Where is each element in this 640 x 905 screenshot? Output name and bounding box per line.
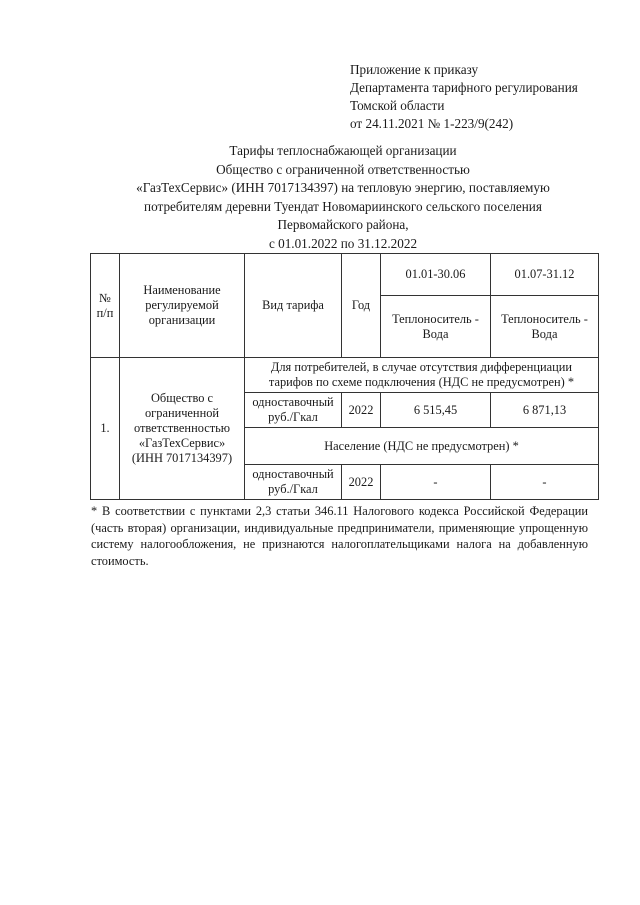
row-organization: Общество с ограниченной ответственностью «ГазТехСервис» (ИНН 7017134397) xyxy=(120,358,245,500)
appendix-line-4: от 24.11.2021 № 1-223/9(242) xyxy=(350,116,514,131)
header-organization: Наименование регулируемой организации xyxy=(120,254,245,358)
section-general-consumers: Для потребителей, в случае отсутствия дифференциации тарифов по схеме подключения (НДС не предусмотрен) * xyxy=(245,358,599,393)
tariff-year-general: 2022 xyxy=(342,393,381,428)
tariff-value-general-period-2: 6 871,13 xyxy=(491,393,599,428)
document-title xyxy=(88,142,598,254)
tariff-value-population-period-2: - xyxy=(491,465,599,500)
section-population: Население (НДС не предусмотрен) * xyxy=(245,428,599,465)
row-num: 1. xyxy=(91,358,120,500)
title-line-6: с 01.01.2022 по 31.12.2022 xyxy=(268,235,418,251)
footnote: * В соответствии с пунктами 2,3 статьи 346.11 Налогового кодекса Российской Федерации (часть вторая) организации, индивидуальные предприниматели, применяющие упрощенную систему налогообложения, не признаются налогоплательщиками налога на добавленную стоимость. xyxy=(91,504,588,568)
tariff-type-general: одноставочный руб./Гкал xyxy=(245,393,342,428)
header-tariff-type: Вид тарифа xyxy=(245,254,342,358)
title-line-1: Тарифы теплоснабжающей организации xyxy=(229,143,457,158)
header-year: Год xyxy=(342,254,381,358)
appendix-line-2: Департамента тарифного регулирования xyxy=(350,80,578,95)
title-line-5: Первомайского района, xyxy=(277,217,409,233)
tariff-type-population: одноставочный руб./Гкал xyxy=(245,465,342,500)
appendix-line-3: Томской области xyxy=(350,98,445,113)
appendix-header xyxy=(350,61,578,133)
header-period-2: 01.07-31.12 xyxy=(491,254,599,296)
header-carrier-2: Теплоноситель - Вода xyxy=(491,296,599,358)
appendix-line-1: Приложение к приказу xyxy=(350,62,479,77)
tariff-table xyxy=(90,253,599,500)
title-line-2: Общество с ограниченной ответственностью xyxy=(216,161,470,177)
header-period-1: 01.01-30.06 xyxy=(381,254,491,296)
title-line-4: потребителям деревни Туендат Новомариинского сельского поселения xyxy=(144,198,542,214)
header-num: № п/п xyxy=(91,254,120,358)
tariff-value-population-period-1: - xyxy=(381,465,491,500)
tariff-year-population: 2022 xyxy=(342,465,381,500)
title-line-3: «ГазТехСервис» (ИНН 7017134397) на тепловую энергию, поставляемую xyxy=(136,180,550,196)
tariff-value-general-period-1: 6 515,45 xyxy=(381,393,491,428)
header-carrier-1: Теплоноситель - Вода xyxy=(381,296,491,358)
